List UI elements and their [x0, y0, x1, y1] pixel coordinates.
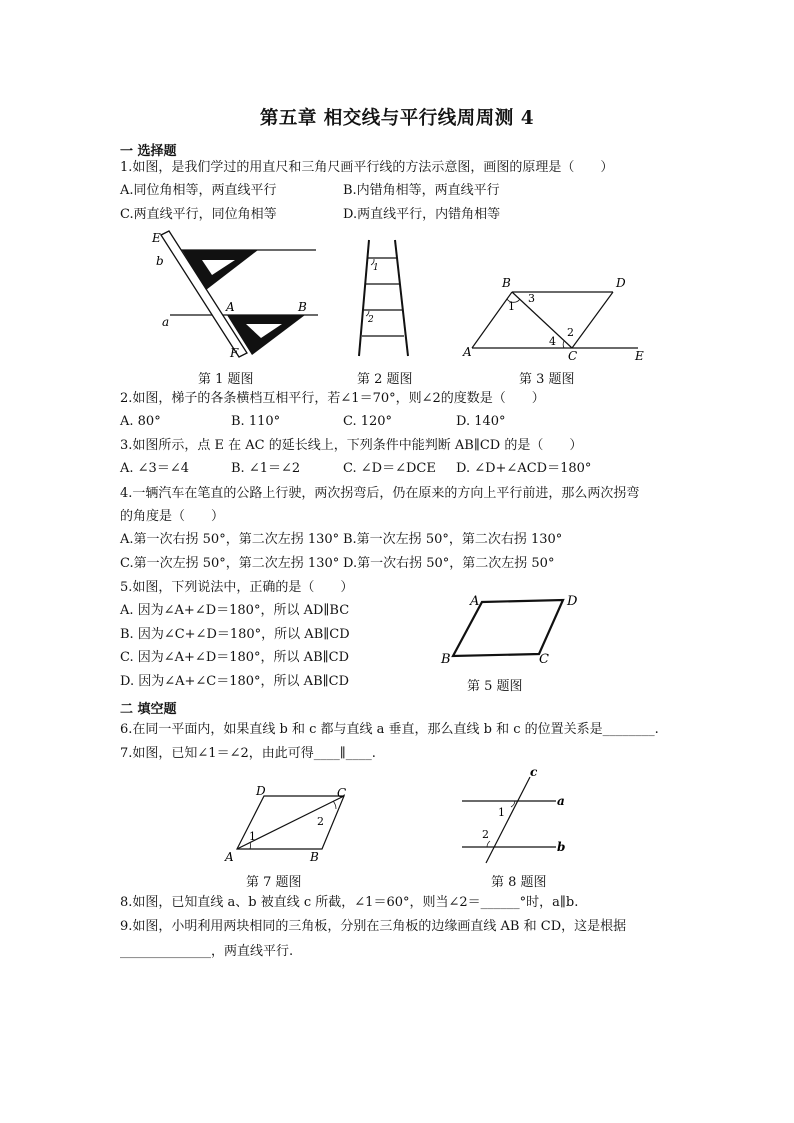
figure-3-caption: 第 3 题图 — [519, 372, 575, 387]
question-3-option-b: B. ∠1＝∠2 — [231, 461, 301, 476]
figure-1-caption: 第 1 题图 — [198, 372, 254, 387]
figure-1-label: b — [156, 254, 164, 268]
figure-3-label: C — [568, 349, 578, 363]
figure-5-label: B — [441, 652, 451, 667]
question-3-option-a: A. ∠3＝∠4 — [120, 461, 189, 476]
figure-5-parallelogram — [436, 590, 586, 670]
figure-2-ladder — [352, 238, 412, 358]
question-2-option-d: D. 140° — [456, 414, 506, 429]
figure-8-label: a — [557, 794, 565, 808]
figure-7-parallelogram — [222, 783, 362, 865]
figure-1-label: a — [162, 315, 170, 329]
figure-7-label: C — [337, 786, 347, 800]
figure-7-label: D — [256, 784, 266, 798]
question-4-option-d: D.第一次右拐 50°，第二次左拐 50° — [343, 556, 555, 571]
figure-1-label: B — [298, 300, 307, 314]
question-1-option-c: C.两直线平行，同位角相等 — [120, 207, 277, 222]
question-2-stem: 2.如图，梯子的各条横档互相平行，若∠1＝70°，则∠2的度数是（ ） — [120, 391, 545, 406]
question-4-option-b: B.第一次左拐 50°，第二次右拐 130° — [343, 532, 563, 547]
figure-1-label: E — [152, 231, 161, 245]
question-4-stem-line1: 4.一辆汽车在笔直的公路上行驶，两次拐弯后，仍在原来的方向上平行前进，那么两次拐弯 — [120, 486, 640, 501]
question-1-option-b: B.内错角相等，两直线平行 — [343, 183, 500, 198]
question-1-option-d: D.两直线平行，内错角相等 — [343, 207, 501, 222]
figure-3-label: A — [463, 345, 472, 359]
question-7: 7.如图，已知∠1＝∠2，由此可得____∥____. — [120, 746, 376, 761]
figure-3-label: 4 — [549, 335, 556, 348]
figure-5-label: D — [567, 594, 578, 609]
question-4-option-a: A.第一次右拐 50°，第二次左拐 130° — [120, 532, 340, 547]
figure-5-label: A — [470, 594, 480, 609]
figure-1-ruler-triangles — [140, 225, 330, 360]
figure-2-caption: 第 2 题图 — [357, 372, 413, 387]
figure-2-label: 1 — [373, 263, 379, 273]
figure-8-label: b — [557, 840, 566, 854]
figure-7-label: B — [310, 850, 319, 864]
section-fill-heading: 二 填空题 — [120, 702, 177, 717]
figure-7-caption: 第 7 题图 — [246, 875, 302, 890]
question-5-option-a: A. 因为∠A+∠D＝180°，所以 AD∥BC — [120, 603, 350, 618]
question-3-stem: 3.如图所示，点 E 在 AC 的延长线上，下列条件中能判断 AB∥CD 的是（ ） — [120, 438, 583, 453]
section-choice-heading: 一 选择题 — [120, 144, 177, 159]
question-4-stem-line2: 的角度是（ ） — [120, 509, 225, 524]
figure-3-label: E — [635, 349, 644, 363]
question-9-line1: 9.如图，小明利用两块相同的三角板，分别在三角板的边缘画直线 AB 和 CD，这是根据 — [120, 919, 627, 934]
figure-8-label: 2 — [482, 828, 489, 841]
figure-8-caption: 第 8 题图 — [491, 875, 547, 890]
figure-1-label: F — [230, 346, 239, 360]
question-3-option-d: D. ∠D+∠ACD＝180° — [456, 461, 592, 476]
figure-3-label: 1 — [508, 300, 515, 313]
figure-3-label: 3 — [528, 292, 535, 305]
figure-3-label: 2 — [567, 326, 574, 339]
question-8: 8.如图，已知直线 a、b 被直线 c 所截，∠1＝60°，则当∠2＝______°时，a∥b. — [120, 895, 579, 910]
question-9-line2: ______________，两直线平行. — [120, 944, 294, 959]
question-5-option-b: B. 因为∠C+∠D＝180°，所以 AB∥CD — [120, 627, 350, 642]
figure-3-label: B — [502, 276, 511, 290]
question-2-option-a: A. 80° — [120, 414, 161, 429]
question-2-option-c: C. 120° — [343, 414, 393, 429]
figure-8-parallel-lines — [460, 765, 580, 865]
figure-7-label: 1 — [249, 830, 256, 843]
figure-3-label: D — [616, 276, 626, 290]
figure-5-label: C — [539, 652, 549, 667]
figure-2-label: 2 — [368, 315, 374, 325]
question-6: 6.在同一平面内，如果直线 b 和 c 都与直线 a 垂直，那么直线 b 和 c 的位置关系是________. — [120, 722, 659, 737]
figure-1-label: A — [226, 300, 235, 314]
figure-8-label: c — [530, 765, 538, 779]
question-2-option-b: B. 110° — [231, 414, 281, 429]
question-3-option-c: C. ∠D＝∠DCE — [343, 461, 436, 476]
question-1-option-a: A.同位角相等，两直线平行 — [120, 183, 277, 198]
figure-3-quadrilateral — [460, 272, 660, 364]
question-5-option-d: D. 因为∠A+∠C＝180°，所以 AB∥CD — [120, 674, 349, 689]
question-5-option-c: C. 因为∠A+∠D＝180°，所以 AB∥CD — [120, 650, 349, 665]
figure-5-caption: 第 5 题图 — [467, 679, 523, 694]
question-1-stem: 1.如图，是我们学过的用直尺和三角尺画平行线的方法示意图，画图的原理是（ ） — [120, 160, 614, 175]
figure-7-label: 2 — [317, 815, 324, 828]
figure-8-label: 1 — [498, 806, 505, 819]
question-5-stem: 5.如图，下列说法中，正确的是（ ） — [120, 580, 354, 595]
figure-7-label: A — [225, 850, 234, 864]
page-title: 第五章 相交线与平行线周周测 4 — [259, 108, 535, 129]
question-4-option-c: C.第一次左拐 50°，第二次左拐 130° — [120, 556, 340, 571]
